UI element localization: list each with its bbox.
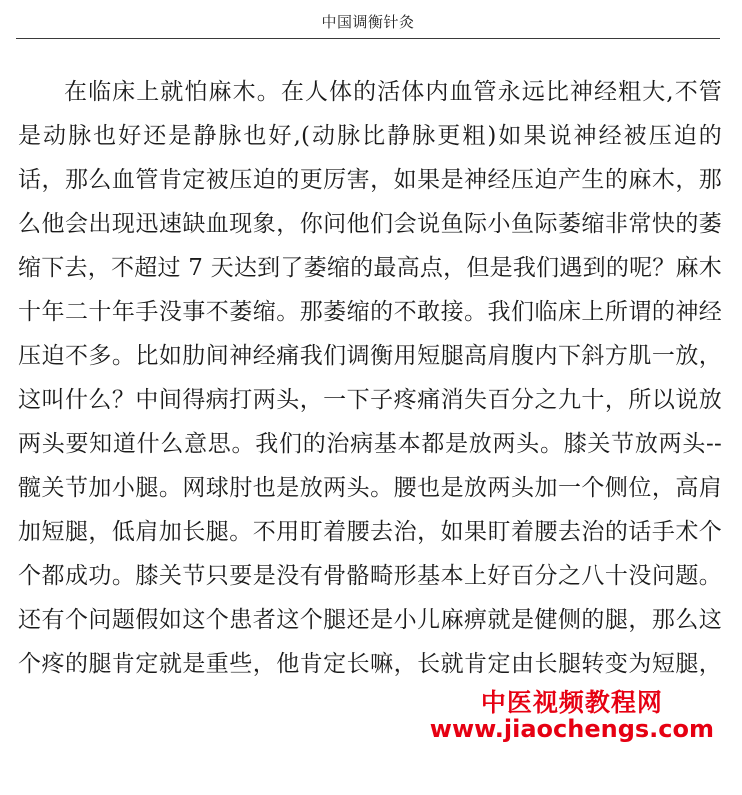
text-line: 加短腿，低肩加长腿。不用盯着腰去治，如果盯着腰去治的话手术个 — [18, 519, 722, 545]
text-line: 个疼的腿肯定就是重些，他肯定长嘛，长就肯定由长腿转变为短腿， — [18, 651, 722, 677]
text-line: 髋关节加小腿。网球肘也是放两头。腰也是放两头加一个侧位，高肩 — [18, 475, 722, 501]
text-line: 个都成功。膝关节只要是没有骨骼畸形基本上好百分之八十没问题。 — [18, 563, 722, 589]
text-line: 话，那么血管肯定被压迫的更厉害，如果是神经压迫产生的麻木，那 — [18, 167, 722, 193]
text-line: 么他会出现迅速缺血现象，你问他们会说鱼际小鱼际萎缩非常快的萎 — [18, 211, 722, 237]
book-title: 中国调衡针灸 — [321, 13, 415, 31]
text-line: 缩下去，不超过 7 天达到了萎缩的最高点，但是我们遇到的呢？麻木 — [18, 255, 722, 281]
text-line: 两头要知道什么意思。我们的治病基本都是放两头。膝关节放两头-- — [18, 431, 722, 457]
text-line: 还有个问题假如这个患者这个腿还是小儿麻痹就是健侧的腿，那么这 — [18, 607, 722, 633]
text-line: 十年二十年手没事不萎缩。那萎缩的不敢接。我们临床上所谓的神经 — [18, 299, 722, 325]
text-line: 这叫什么？中间得病打两头，一下子疼痛消失百分之九十，所以说放 — [18, 387, 722, 413]
watermark-title: 中医视频教程网 — [480, 688, 663, 717]
site-watermark — [430, 690, 714, 741]
body-paragraph — [18, 70, 722, 686]
watermark-url: www.jiaochengs.com — [429, 715, 714, 743]
text-line: 在临床上就怕麻木。在人体的活体内血管永远比神经粗大,不管 — [64, 79, 722, 105]
text-line: 是动脉也好还是静脉也好,(动脉比静脉更粗)如果说神经被压迫的 — [18, 123, 722, 149]
running-header — [16, 10, 720, 39]
text-line: 压迫不多。比如肋间神经痛我们调衡用短腿高肩腹内下斜方肌一放， — [18, 343, 722, 369]
